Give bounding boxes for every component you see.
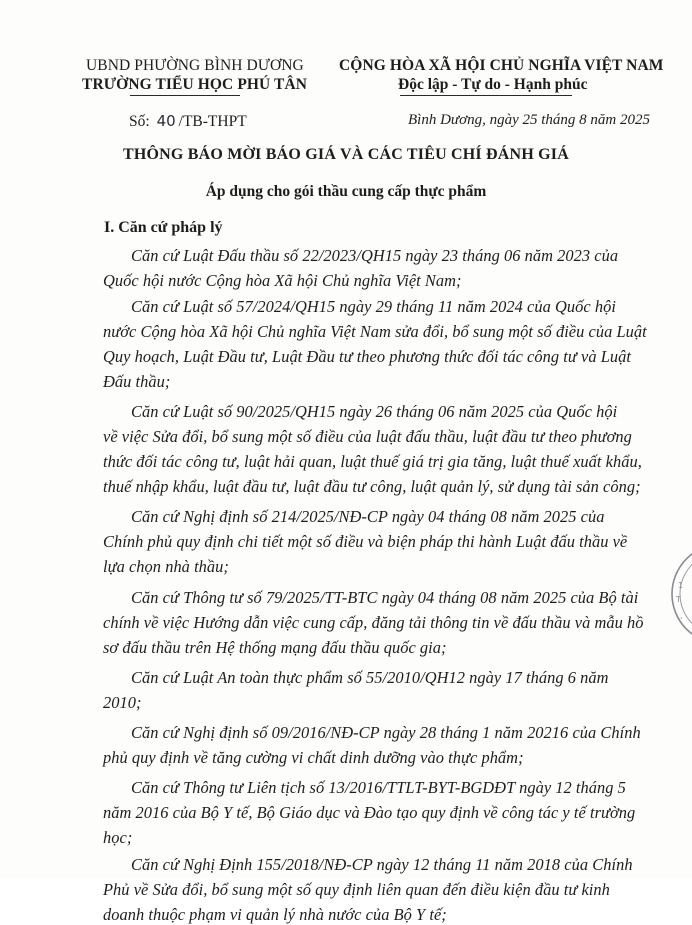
svg-text:,: , (680, 611, 683, 620)
body-line: Quốc hội nước Cộng hòa Xã hội Chủ nghĩa Việt Nam; (103, 271, 462, 290)
document-number-suffix: /TB-THPT (178, 113, 247, 130)
svg-text:1: 1 (678, 581, 684, 590)
country-name: CỘNG HÒA XÃ HỘI CHỦ NGHĨA VIỆT NAM (339, 57, 664, 74)
document-number (129, 112, 247, 131)
body-line: Phủ về Sửa đổi, bổ sung một số quy định liên quan đến điều kiện đầu tư kinh (103, 880, 610, 899)
document-number-label: Số: (129, 113, 150, 130)
body-line: Quy hoạch, Luật Đầu tư, Luật Đầu tư theo phương thức đối tác công tư và Luật (103, 347, 631, 366)
svg-text:T: T (676, 595, 681, 604)
document-number-value: 40 (156, 112, 176, 130)
body-line: Căn cứ Nghị định số 09/2016/NĐ-CP ngày 28 tháng 1 năm 20216 của Chính (131, 723, 641, 742)
org-name-line2: TRƯỜNG TIỂU HỌC PHÚ TÂN (82, 76, 308, 93)
country-motto: Độc lập - Tự do - Hạnh phúc (398, 76, 588, 93)
body-line: chính về việc Hướng dẫn việc cung cấp, đăng tải thông tin về đấu thầu và mẫu hồ (103, 613, 644, 632)
org-name-line1: UBND PHƯỜNG BÌNH DƯƠNG (86, 57, 304, 74)
body-line: Chính phủ quy định chi tiết một số điều và biện pháp thi hành Luật đấu thầu về (103, 532, 628, 551)
body-line: học; (103, 828, 133, 847)
body-line: năm 2016 của Bộ Y tế, Bộ Giáo dục và Đào tạo quy định về công tác y tế trường (103, 803, 636, 822)
document-subtitle: Áp dụng cho gói thầu cung cấp thực phẩm (205, 183, 487, 200)
body-line: 2010; (103, 693, 142, 712)
body-line: phủ quy định về tăng cường vi chất dinh dưỡng vào thực phẩm; (103, 748, 524, 767)
body-line: Đấu thầu; (103, 372, 171, 391)
place-date: Bình Dương, ngày 25 tháng 8 năm 2025 (408, 112, 651, 128)
body-line: về việc Sửa đổi, bổ sung một số điều của luật đấu thầu, luật đầu tư theo phương (103, 427, 632, 446)
body-line: Căn cứ Luật Đấu thầu số 22/2023/QH15 ngày 23 tháng 06 năm 2023 của (131, 246, 619, 265)
org-underline (130, 95, 240, 96)
body-line: thức đối tác công tư, luật hải quan, luật thuế giá trị gia tăng, luật thuế xuất khẩu, (103, 452, 642, 471)
body-line: Căn cứ Nghị định số 214/2025/NĐ-CP ngày 04 tháng 08 năm 2025 của (131, 507, 605, 526)
body-line: Căn cứ Luật số 57/2024/QH15 ngày 29 tháng 11 năm 2024 của Quốc hội (131, 297, 616, 316)
motto-underline (400, 95, 572, 96)
body-line: sơ đấu thầu trên Hệ thống mạng đấu thầu quốc gia; (103, 638, 447, 657)
body-line: nước Cộng hòa Xã hội Chủ nghĩa Việt Nam sửa đổi, bổ sung một số điều của Luật (103, 322, 647, 341)
body-line: Căn cứ Thông tư Liên tịch số 13/2016/TTLT-BYT-BGDĐT ngày 12 tháng 5 (131, 778, 626, 797)
document-title: THÔNG BÁO MỜI BÁO GIÁ VÀ CÁC TIÊU CHÍ ĐÁNH GIÁ (123, 146, 569, 163)
body-line: lựa chọn nhà thầu; (103, 557, 229, 576)
body-line: Căn cứ Nghị Định 155/2018/NĐ-CP ngày 12 tháng 11 năm 2018 của Chính (131, 855, 633, 874)
body-line: thuế nhập khẩu, luật đầu tư, luật đầu tư công, luật quản lý, sử dụng tài sản công; (103, 477, 641, 496)
body-line: Căn cứ Thông tư số 79/2025/TT-BTC ngày 04 tháng 08 năm 2025 của Bộ tài (131, 588, 639, 607)
body-line: doanh thuộc phạm vi quản lý nhà nước của Bộ Y tế; (103, 905, 447, 924)
section-heading: I. Căn cứ pháp lý (104, 219, 223, 236)
body-line: Căn cứ Luật An toàn thực phẩm số 55/2010/QH12 ngày 17 tháng 6 năm (131, 668, 609, 687)
body-line: Căn cứ Luật số 90/2025/QH15 ngày 26 tháng 06 năm 2025 của Quốc hội (131, 402, 618, 421)
stamp-seal-icon (664, 540, 692, 648)
